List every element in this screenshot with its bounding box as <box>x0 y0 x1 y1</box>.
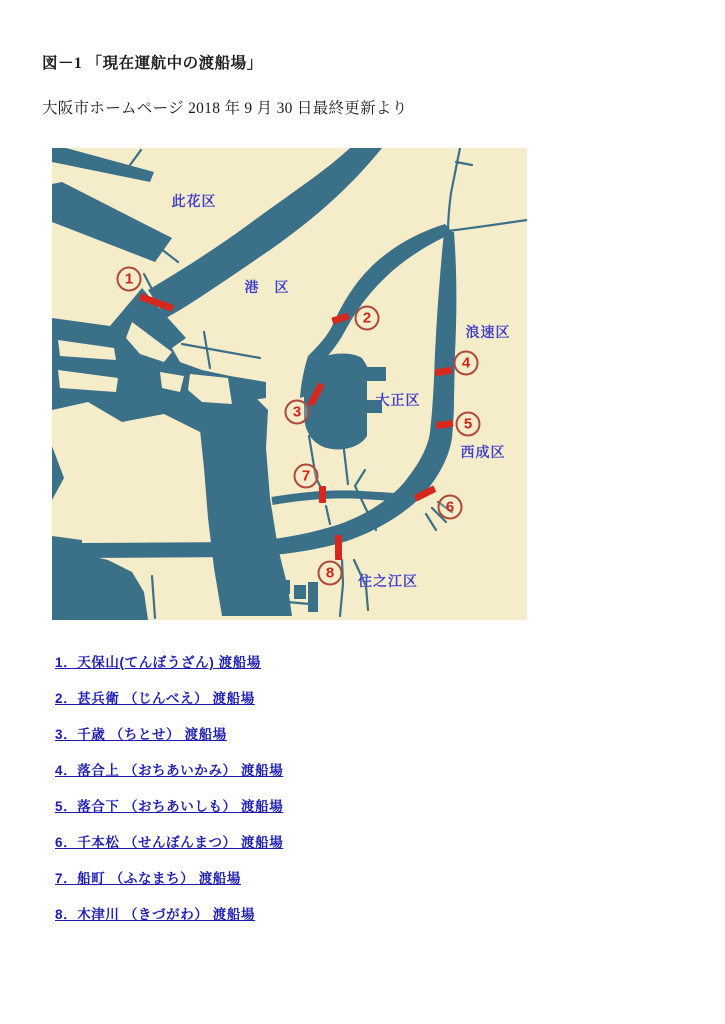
ferry-route-bar-8 <box>335 535 342 560</box>
ferry-link-5[interactable]: 5．落合下 （おちあいしも） 渡船場 <box>55 799 284 814</box>
ferry-link-7[interactable]: 7．船町 （ふなまち） 渡船場 <box>55 871 242 886</box>
district-label-2: 港 区 <box>244 279 290 295</box>
ferry-link-2[interactable]: 2．甚兵衛 （じんべえ） 渡船場 <box>55 691 255 706</box>
ferry-marker-circle-1: 1 <box>117 267 142 292</box>
map-water-graphic <box>52 148 527 620</box>
page-title: 図－1 「現在運航中の渡船場」 <box>42 55 263 72</box>
district-label-5: 西成区 <box>460 444 506 460</box>
page-subtitle: 大阪市ホームページ 2018 年 9 月 30 日最終更新より <box>42 100 408 117</box>
ferry-marker-circle-3: 3 <box>285 400 310 425</box>
ferry-link-3[interactable]: 3．千歳 （ちとせ） 渡船場 <box>55 727 227 742</box>
ferry-marker-circle-6: 6 <box>438 495 463 520</box>
ferry-marker-circle-4: 4 <box>454 351 479 376</box>
ferry-marker-circle-7: 7 <box>294 464 319 489</box>
ferry-link-6[interactable]: 6．千本松 （せんぼんまつ） 渡船場 <box>55 835 284 850</box>
ferry-marker-circle-8: 8 <box>318 561 343 586</box>
ferry-map <box>52 148 527 620</box>
ferry-marker-circle-2: 2 <box>355 306 380 331</box>
ferry-link-8[interactable]: 8．木津川 （きづがわ） 渡船場 <box>55 907 256 922</box>
district-label-6: 住之江区 <box>358 573 418 589</box>
ferry-route-bar-7 <box>319 486 326 503</box>
ferry-link-4[interactable]: 4．落合上 （おちあいかみ） 渡船場 <box>55 763 284 778</box>
district-label-1: 此花区 <box>171 193 217 209</box>
ferry-link-1[interactable]: 1．天保山(てんぼうざん) 渡船場 <box>55 655 261 670</box>
district-label-4: 大正区 <box>375 392 421 408</box>
ferry-marker-circle-5: 5 <box>456 412 481 437</box>
district-label-3: 浪速区 <box>465 324 511 340</box>
